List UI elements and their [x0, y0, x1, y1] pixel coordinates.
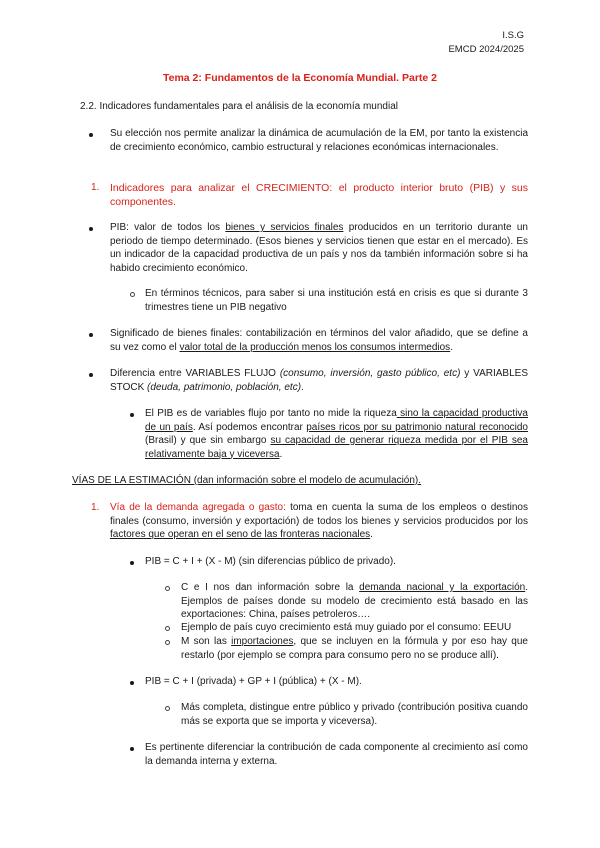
sub-bullet-icon [130, 292, 135, 297]
bullet-icon [89, 333, 93, 337]
final-goods-paragraph: Significado de bienes finales: contabilización en términos del valor añadido, que se define a su vez como el valor total de la producción menos los consumos intermedios. [110, 328, 528, 353]
estimation-methods-heading: VÍAS DE LA ESTIMACIÓN (dan información sobre el modelo de acumulación). [72, 475, 422, 486]
complete-formula-note: Más completa, distingue entre público y privado (contribución positiva cuando más se exporta que se importa y viceversa). [181, 702, 528, 727]
bullet-icon [130, 747, 134, 751]
bullet-icon [89, 133, 93, 137]
list-number: 1. [91, 182, 100, 193]
imports-note: M son las importaciones, que se incluyen en la fórmula y por eso hay que restarlo (por ejemplo se compra para consumo pero no se produce allí). [181, 636, 528, 661]
header-course: EMCD 2024/2025 [448, 44, 524, 55]
pib-definition: PIB: valor de todos los bienes y servicios finales producidos en un territorio durante un periodo de tiempo determinado. (Esos bienes y servicios tienen que estar en el mercado). Es un indicador de la capacidad productiva de un país y nos da también información sobre si ha habido crecimiento económico. [110, 222, 528, 274]
intro-paragraph: Su elección nos permite analizar la dinámica de acumulación de la EM, por tanto la existencia de crecimiento económico, cambio estructural y relaciones económicas internacionales. [110, 128, 528, 153]
component-contribution-paragraph: Es pertinente diferenciar la contribución de cada componente al crecimiento así como la demanda interna y externa. [145, 742, 528, 767]
page-title: Tema 2: Fundamentos de la Economía Mundial. Parte 2 [162, 72, 438, 84]
bullet-icon [89, 373, 93, 377]
sub-bullet-icon [165, 706, 170, 711]
header-initials: I.S.G [502, 30, 524, 41]
bullet-icon [130, 681, 134, 685]
crisis-note: En términos técnicos, para saber si una institución está en crisis es que si durante 3 trimestres tiene un PIB negativo [145, 288, 528, 313]
sub-bullet-icon [165, 586, 170, 591]
flow-variables-paragraph: El PIB es de variables flujo por tanto no mide la riqueza sino la capacidad productiva de un país. Así podemos encontrar países ricos por su patrimonio natural reconocido (Brasil) y que sin embargo su capacidad de generar riqueza medida por el PIB sea relativamente baja y viceversa. [145, 408, 528, 460]
section-heading: 2.2. Indicadores fundamentales para el análisis de la economía mundial [80, 101, 398, 112]
consumption-investment-note: C e I nos dan información sobre la demanda nacional y la exportación. Ejemplos de países donde su modelo de crecimiento está basado en las exportaciones: China, países petroleros…. [181, 582, 528, 620]
gdp-formula-2: PIB = C + I (privada) + GP + I (pública) + (X - M). [145, 676, 362, 687]
bullet-icon [130, 561, 134, 565]
growth-indicators-heading: Indicadores para analizar el CRECIMIENTO: el producto interior bruto (PIB) y sus componentes. [110, 182, 528, 208]
list-number: 1. [91, 502, 100, 513]
demand-approach-paragraph: Vía de la demanda agregada o gasto: toma en cuenta la suma de los empleos o destinos finales (consumo, inversión y exportación) de todos los bienes y servicios producidos por los factores que operan en el seno de las fronteras nacionales. [110, 502, 528, 540]
sub-bullet-icon [165, 626, 170, 631]
usa-example-note: Ejemplo de país cuyo crecimiento está muy guiado por el consumo: EEUU [181, 622, 512, 633]
variables-paragraph: Diferencia entre VARIABLES FLUJO (consumo, inversión, gasto público, etc) y VARIABLES STOCK (deuda, patrimonio, población, etc). [110, 368, 528, 393]
bullet-icon [130, 413, 134, 417]
gdp-formula-1: PIB = C + I + (X - M) (sin diferencias público de privado). [145, 556, 396, 567]
sub-bullet-icon [165, 640, 170, 645]
bullet-icon [89, 227, 93, 231]
